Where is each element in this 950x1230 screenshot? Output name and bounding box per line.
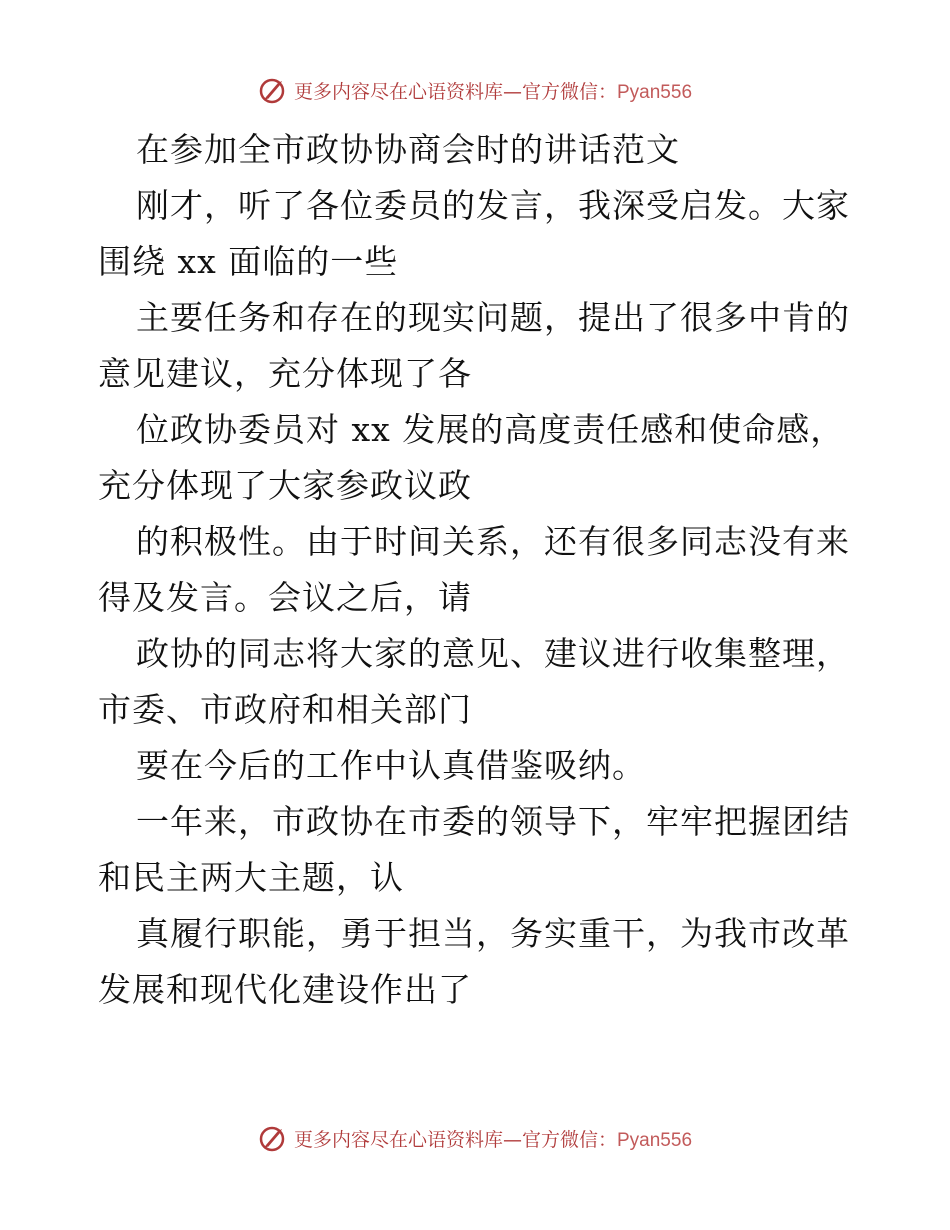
document-body <box>98 122 858 1018</box>
paragraph-line: 得及发言。会议之后，请 <box>98 578 472 617</box>
paragraph-line: 政协的同志将大家的意见、建议进行收集整理， <box>136 634 850 673</box>
banner-wechat-id: Pyan556 <box>617 1129 693 1151</box>
paragraph-line: 充分体现了大家参政议政 <box>98 466 472 505</box>
banner-dash: — <box>502 80 522 103</box>
paragraph-line: 刚才，听了各位委员的发言，我深受启发。大家 <box>136 186 850 225</box>
banner-wechat-label: 官方微信： <box>521 1128 617 1151</box>
footer-banner-text <box>294 1125 692 1152</box>
paragraph-line: 和民主两大主题，认 <box>98 858 404 897</box>
banner-slogan: 更多内容尽在心语资料库 <box>293 1128 503 1151</box>
banner-wechat-label: 官方微信： <box>521 80 617 103</box>
paragraph-line: 意见建议，充分体现了各 <box>98 354 472 393</box>
paragraph-line: 一年来，市政协在市委的领导下，牢牢把握团结 <box>136 802 850 841</box>
header-banner <box>0 70 950 110</box>
paragraph-line: 围绕 xx 面临的一些 <box>98 242 399 281</box>
paragraph-line: 真履行职能，勇于担当，务实重干，为我市改革 <box>136 914 850 953</box>
footer-banner <box>0 1118 950 1158</box>
banner-slogan: 更多内容尽在心语资料库 <box>293 80 503 103</box>
paragraph-line: 位政协委员对 xx 发展的高度责任感和使命感， <box>136 410 845 449</box>
paragraph-line: 的积极性。由于时间关系，还有很多同志没有来 <box>136 522 850 561</box>
paragraph-line: 主要任务和存在的现实问题，提出了很多中肯的 <box>136 298 850 337</box>
paragraph-line: 发展和现代化建设作出了 <box>98 970 472 1009</box>
quill-pen-logo-icon <box>258 75 288 105</box>
quill-pen-logo-icon <box>258 1123 288 1153</box>
paragraph-line: 市委、市政府和相关部门 <box>98 690 472 729</box>
paragraph-line: 要在今后的工作中认真借鉴吸纳。 <box>136 746 646 785</box>
header-banner-text <box>294 77 692 104</box>
banner-dash: — <box>502 1128 522 1151</box>
banner-wechat-id: Pyan556 <box>617 81 693 103</box>
document-title: 在参加全市政协协商会时的讲话范文 <box>136 130 680 169</box>
